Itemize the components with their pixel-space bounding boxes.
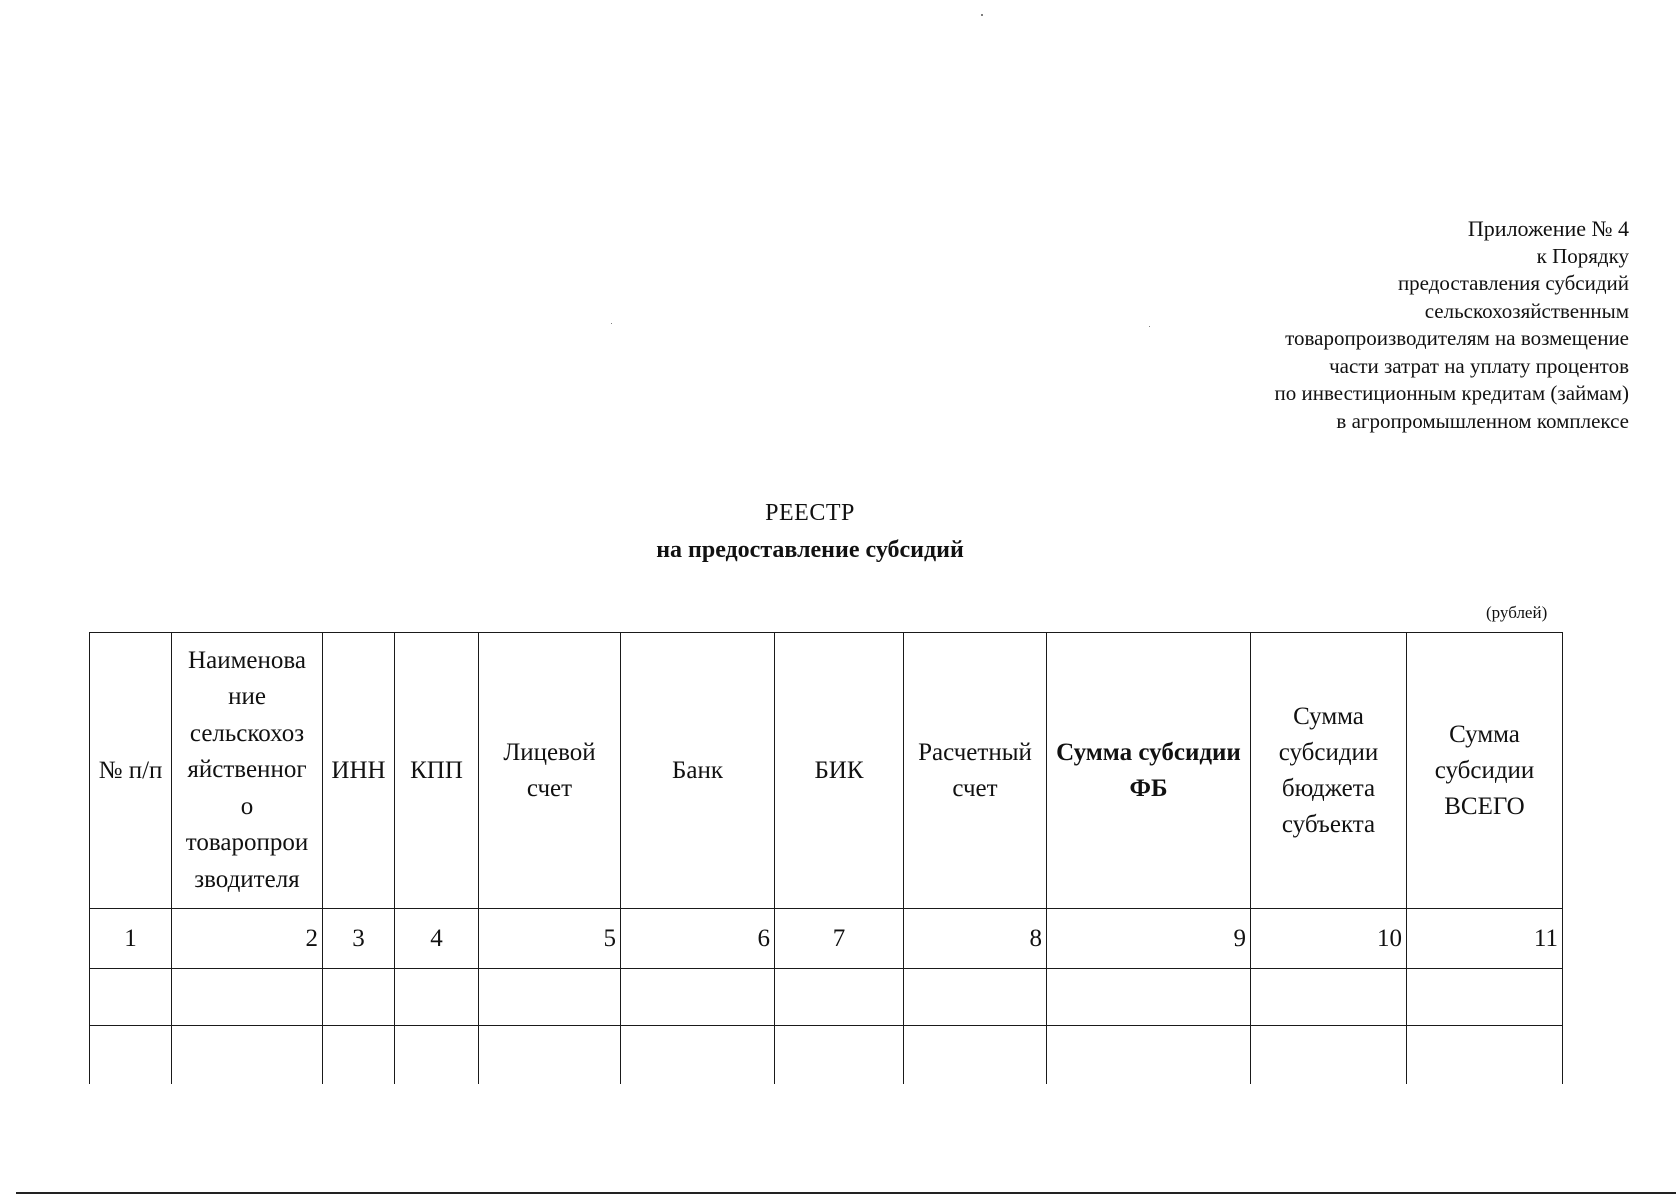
column-number: 2 xyxy=(172,909,323,969)
annex-line: Приложение № 4 xyxy=(1467,216,1629,241)
annex-line: сельскохозяйственным xyxy=(1424,298,1629,323)
column-number: 6 xyxy=(621,909,775,969)
table-cell xyxy=(1407,969,1563,1026)
header-cell-settlement-account: Расчетный счет xyxy=(904,633,1047,909)
header-cell-bank: Банк xyxy=(621,633,775,909)
table-cell xyxy=(1407,1026,1563,1085)
table-cell xyxy=(323,1026,395,1085)
table-cell xyxy=(323,969,395,1026)
column-number: 11 xyxy=(1407,909,1563,969)
table-cell xyxy=(172,969,323,1026)
registry-table xyxy=(89,632,1563,1084)
header-cell-index: № п/п xyxy=(90,633,172,909)
table-row xyxy=(90,969,1563,1026)
annex-line: части затрат на уплату процентов xyxy=(1329,353,1629,378)
column-number: 4 xyxy=(395,909,479,969)
header-row xyxy=(90,633,1563,909)
column-number: 1 xyxy=(90,909,172,969)
table-cell xyxy=(395,969,479,1026)
header-cell-producer-name: Наименова ние сельскохоз яйственног о товаропрои зводителя xyxy=(172,633,323,909)
table-cell xyxy=(1047,1026,1251,1085)
column-number: 9 xyxy=(1047,909,1251,969)
table-cell xyxy=(90,1026,172,1085)
column-number-row xyxy=(90,909,1563,969)
header-cell-bik: БИК xyxy=(775,633,904,909)
table-cell xyxy=(172,1026,323,1085)
table-cell xyxy=(904,1026,1047,1085)
annex-line: в агропромышленном комплексе xyxy=(1336,408,1629,433)
table-cell xyxy=(479,969,621,1026)
document-subtitle: на предоставление субсидий xyxy=(656,537,964,563)
column-number: 10 xyxy=(1251,909,1407,969)
column-number: 7 xyxy=(775,909,904,969)
unit-label: (рублей) xyxy=(1486,603,1548,622)
scan-speck xyxy=(981,14,983,16)
annex-line: товаропроизводителям на возмещение xyxy=(1285,326,1629,350)
table-cell xyxy=(621,969,775,1026)
column-number: 3 xyxy=(323,909,395,969)
table-cell xyxy=(90,969,172,1026)
column-number: 5 xyxy=(479,909,621,969)
annex-line: к Порядку xyxy=(1536,243,1629,268)
annex-line: по инвестиционным кредитам (займам) xyxy=(1274,381,1629,405)
annex-line: предоставления субсидий xyxy=(1397,271,1629,295)
header-cell-inn: ИНН xyxy=(323,633,395,909)
document-title: РЕЕСТР xyxy=(765,500,855,526)
annex-reference xyxy=(1109,215,1629,435)
table-row xyxy=(90,1026,1563,1085)
header-cell-subsidy-fb: Сумма субсидии ФБ xyxy=(1047,633,1251,909)
table-cell xyxy=(775,969,904,1026)
page-bottom-rule xyxy=(16,1192,1676,1194)
header-cell-subsidy-total: Сумма субсидии ВСЕГО xyxy=(1407,633,1563,909)
table-cell xyxy=(621,1026,775,1085)
column-number: 8 xyxy=(904,909,1047,969)
table-cell xyxy=(395,1026,479,1085)
header-cell-kpp: КПП xyxy=(395,633,479,909)
header-cell-personal-account: Лицевой счет xyxy=(479,633,621,909)
table-cell xyxy=(1047,969,1251,1026)
table-cell xyxy=(1251,969,1407,1026)
table-cell xyxy=(479,1026,621,1085)
table-cell xyxy=(1251,1026,1407,1085)
header-cell-subsidy-region: Сумма субсидии бюджета субъекта xyxy=(1251,633,1407,909)
scan-speck xyxy=(611,323,612,324)
table-cell xyxy=(775,1026,904,1085)
table-cell xyxy=(904,969,1047,1026)
